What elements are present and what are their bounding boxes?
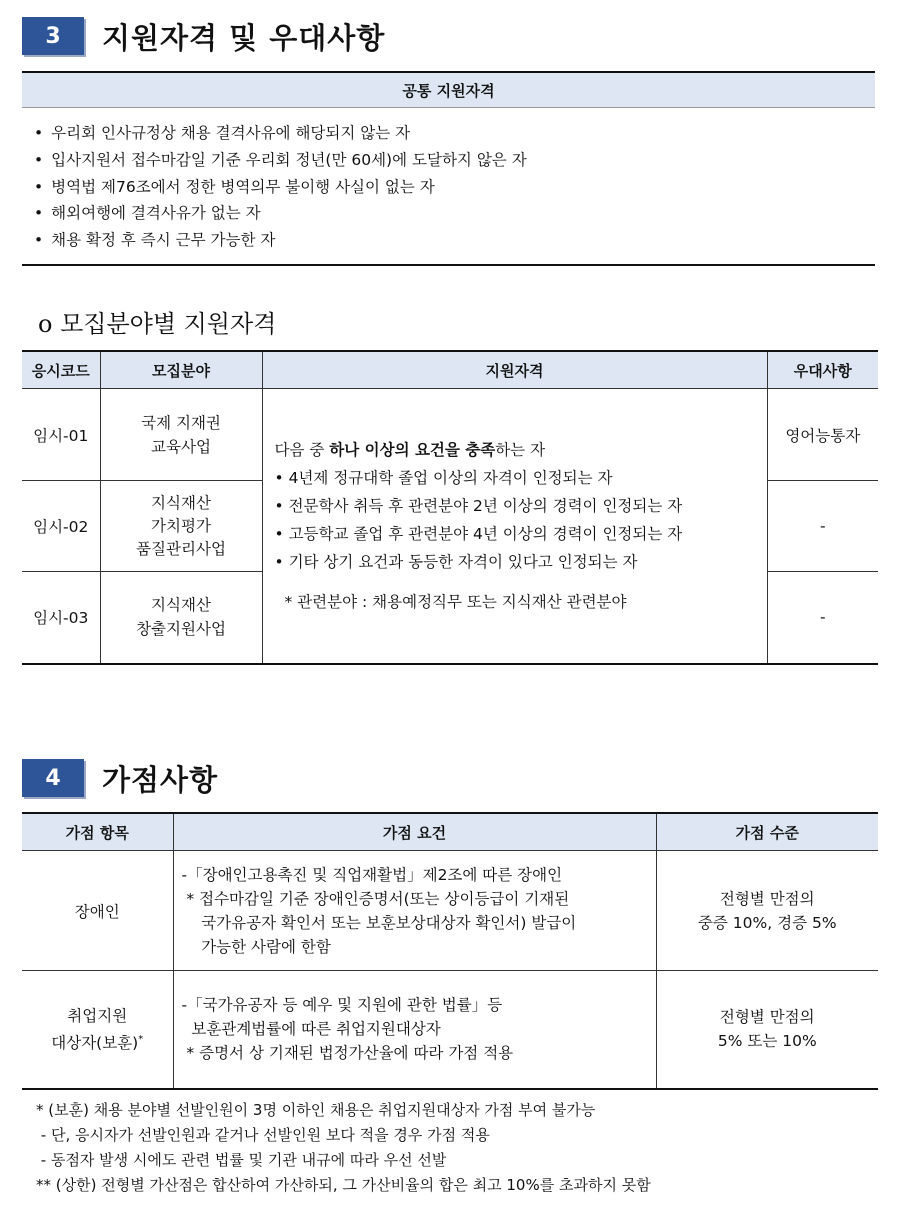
section-title: 지원자격 및 우대사항	[102, 20, 386, 55]
level-cell	[656, 971, 878, 1089]
field-line: 교육사업	[151, 437, 211, 456]
list-item: • 채용 확정 후 즉시 근무 가능한 자	[34, 227, 875, 254]
table-row	[22, 389, 878, 481]
requirement-line: 국가유공자 확인서 또는 보훈보상대상자 확인서) 발급이	[181, 913, 577, 932]
section-3-heading	[22, 16, 385, 56]
requirement-cell	[173, 971, 656, 1089]
qual-item: • 고등학교 졸업 후 관련분야 4년 이상의 경력이 인정되는 자	[275, 520, 766, 548]
footnote: * (보훈) 채용 분야별 선발인원이 3명 이하인 채용은 취업지원대상자 가점 부여 불가능	[36, 1101, 596, 1119]
common-qualifications-list	[22, 108, 875, 266]
level-line: 중증 10%, 경증 5%	[697, 913, 837, 932]
code-cell: 임시-03	[22, 572, 100, 664]
field-line: 창출지원사업	[136, 620, 226, 639]
header-level: 가점 수준	[656, 813, 878, 851]
level-cell	[656, 851, 878, 971]
section-title: 가점사항	[102, 762, 219, 797]
level-line: 전형별 만점의	[719, 1008, 815, 1027]
qual-intro: 다음 중 하나 이상의 요건을 충족하는 자	[274, 440, 546, 459]
qual-item: • 기타 상기 요건과 동등한 자격이 있다고 인정되는 자	[275, 548, 766, 576]
footnote: - 동점자 발생 시에도 관련 법률 및 기관 내규에 따라 우선 선발	[36, 1151, 447, 1169]
bonus-table	[22, 812, 878, 1090]
qual-item: • 4년제 정규대학 졸업 이상의 자격이 인정되는 자	[275, 464, 766, 492]
field-line: 국제 지재권	[141, 413, 221, 432]
item-cell	[22, 971, 173, 1089]
level-line: 5% 또는 10%	[717, 1032, 817, 1051]
table-row	[22, 971, 878, 1089]
header-field: 모집분야	[100, 351, 262, 389]
qualification-cell	[262, 389, 767, 664]
requirement-line: -「장애인고용촉진 및 직업재활법」제2조에 따른 장애인	[181, 865, 563, 884]
field-line: 지식재산	[151, 493, 211, 512]
item-cell: 장애인	[22, 851, 173, 971]
section-4-heading	[22, 758, 218, 798]
list-item: • 병역법 제76조에서 정한 병역의무 불이행 사실이 없는 자	[34, 174, 875, 201]
footnote: - 단, 응시자가 선발인원과 같거나 선발인원 보다 적을 경우 가점 적용	[36, 1126, 490, 1144]
level-line: 전형별 만점의	[719, 889, 815, 908]
sub-title: o 모집분야별 지원자격	[38, 310, 277, 338]
header-code: 응시코드	[22, 351, 100, 389]
qualification-table	[22, 350, 878, 665]
item-line: 취업지원	[67, 1006, 128, 1025]
list-item: • 입사지원서 접수마감일 기준 우리회 정년(만 60세)에 도달하지 않은 자	[34, 147, 875, 174]
table-row	[22, 851, 878, 971]
list-item: • 해외여행에 결격사유가 없는 자	[34, 200, 875, 227]
common-qualifications-box	[22, 71, 875, 266]
qual-item: • 전문학사 취득 후 관련분야 2년 이상의 경력이 인정되는 자	[275, 492, 766, 520]
preference-cell: -	[767, 481, 878, 572]
code-cell: 임시-01	[22, 389, 100, 481]
section-number-badge: 4	[22, 759, 84, 797]
header-preference: 우대사항	[767, 351, 878, 389]
field-cell	[100, 481, 262, 572]
table-header-row	[22, 813, 878, 851]
footnote: ** (상한) 전형별 가산점은 합산하여 가산하되, 그 가산비율의 합은 최고 10%를 초과하지 못함	[36, 1176, 651, 1194]
requirement-line: 가능한 사람에 한함	[181, 937, 331, 956]
field-line: 품질관리사업	[136, 539, 226, 558]
code-cell: 임시-02	[22, 481, 100, 572]
field-cell	[100, 389, 262, 481]
header-item: 가점 항목	[22, 813, 173, 851]
table-header-row	[22, 351, 878, 389]
common-qualifications-heading: 공통 지원자격	[22, 71, 875, 108]
field-cell	[100, 572, 262, 664]
footnotes	[36, 1098, 651, 1198]
field-line: 지식재산	[151, 596, 211, 615]
preference-cell: -	[767, 572, 878, 664]
item-line: 대상자(보훈)*	[51, 1033, 144, 1052]
header-qualification: 지원자격	[262, 351, 767, 389]
header-requirement: 가점 요건	[173, 813, 656, 851]
field-line: 가치평가	[151, 516, 211, 535]
preference-cell: 영어능통자	[767, 389, 878, 481]
requirement-line: 보훈관계법률에 따른 취업지원대상자	[181, 1020, 441, 1039]
list-item: • 우리회 인사규정상 채용 결격사유에 해당되지 않는 자	[34, 120, 875, 147]
requirement-line: * 접수마감일 기준 장애인증명서(또는 상이등급이 기재된	[181, 889, 570, 908]
qual-note: * 관련분야 : 채용예정직무 또는 지식재산 관련분야	[284, 592, 627, 611]
section-number-badge: 3	[22, 17, 84, 55]
requirement-cell	[173, 851, 656, 971]
requirement-line: * 증명서 상 기재된 법정가산율에 따라 가점 적용	[181, 1044, 514, 1063]
requirement-line: -「국가유공자 등 예우 및 지원에 관한 법률」등	[181, 996, 503, 1015]
